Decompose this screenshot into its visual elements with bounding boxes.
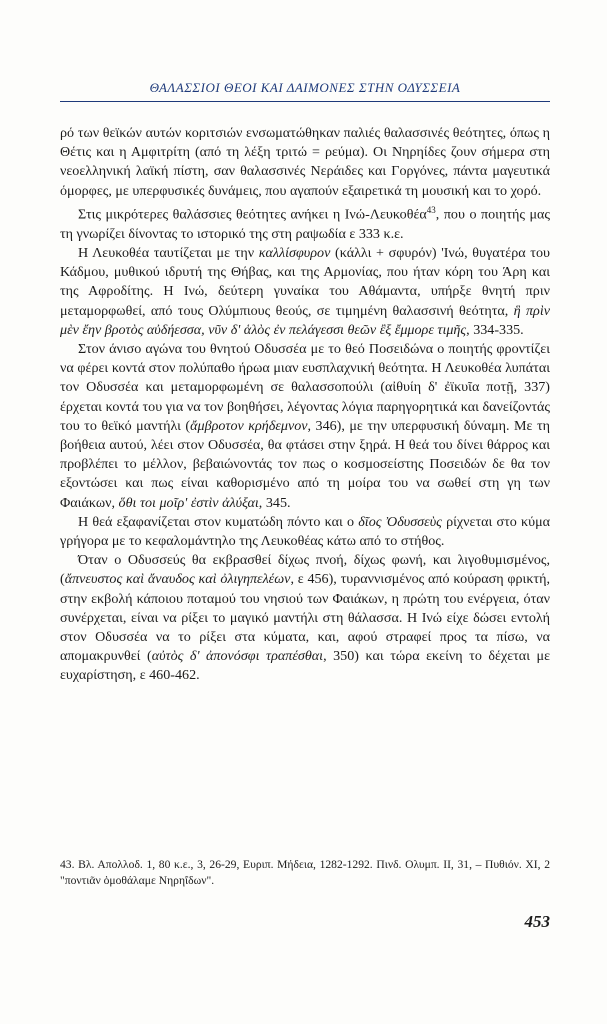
paragraph [60,244,550,340]
text-run: , ε 456), τυραννισμένος από κούραση φρικτή, στην εκβολή κάποιου ποταμού του νησιού των Φαιάκων, η πρώτη του ενέργεια, όταν συνέρχεται, είναι να ρίξει το μαγικό μαντήλι στη θάλασσα. Η Ινώ είχε δώσει εντολή στον Οδυσσέα να το ρίξει στα κύματα, και, αφού στραφεί προς τα πίσω, να απομακρυνθεί ( [60,571,550,665]
paragraph [60,124,550,201]
text-run: Στις μικρότερες θαλάσσιες θεότητες ανήκει η Ινώ-Λευκοθέα [78,206,427,223]
text-run: (κάλλι + σφυρόν) 'Ινώ, θυγατέρα του Κάδμου, μυθικού ιδρυτή της Θήβας, και της Αρμονίας, που ήταν κόρη του Άρη και της Αφροδίτης. Η Ινώ, δεύτερη γυναίκα του Αθάμαντα, υπήρξε θνητή πριν μεταμορφωθεί, από τους Ολύμπιους θεούς, σε τιμημένη θαλασσινή θεότητα, [60,244,550,319]
body-text [60,124,550,686]
header-rule [60,101,550,102]
text-run: Όταν ο Οδυσσεύς θα εκβρασθεί δίχως πνοή, δίχως φωνή, και λιγοθυμισμένος, ( [60,552,550,588]
paragraph [60,513,550,551]
italic-quote: ὅθι τοι μοῖρ' ἐστὶν ἀλύξαι [118,494,259,511]
text-run: Στον άνισο αγώνα του θνητού Οδυσσέα με το θεό Ποσειδώνα ο ποιητής φροντίζει να φέρει κοντά στον πολύπαθο ήρωα μιαν ευσπλαχνική θεότητα. Η Λευκοθέα λυπάται τον Οδυσσέα και μεταμορφωμένη σε θαλασσοπούλι (αἰθυίη δ' ἐϊκυῖα ποτῇ, 337) έρχεται κοντά του για να τον βοηθήσει, λέγοντας λόγια παρηγορητικά και δανείζοντάς του το θεϊκό μαντήλι ( [60,340,550,434]
text-run: ρό των θεϊκών αυτών κοριτσιών ενσωματώθηκαν παλιές θαλασσινές θεότητες, όπως η Θέτις και η Αμφιτρίτη (από τη λέξη τριτώ = ρεύμα). Οι Νηρηίδες ζουν σήμερα στη νεοελληνική λαϊκή πίστη, σαν θαλασσινές Νεράιδες και Γοργόνες, πάντα μαγευτικά όμορφες, με υπερφυσικές δυνάμεις, που αγαπούν εξαιρετικά τη μουσική και το χορό. [60,125,550,199]
italic-quote: καλλίσφυρον [258,244,331,261]
italic-quote: δῖος Ὀδυσσεὺς [358,513,442,530]
footnote: 43. Βλ. Απολλοδ. 1, 80 κ.ε., 3, 26-29, Ευριπ. Μήδεια, 1282-1292. Πινδ. Ολυμπ. ΙΙ, 31, – Πυθιόν. ΧΙ, 2 "ποντιᾶν ὁμοθάλαμε Νηρηΐδων". [60,858,550,887]
footnote-marker: 43 [426,204,436,215]
text-run: Η Λευκοθέα ταυτίζεται με την [78,244,259,261]
paragraph [60,340,550,513]
text-run: , 346), με την υπερφυσική δύναμη. Με τη βοήθεια αυτού, λέει στον Οδυσσέα, θα φτάσει στην ξηρά. Η θεά του δίνει θάρρος και προβλέπει το μέλλον, βεβαιώνοντάς τον πως ο κοσμοσείστης Ποσειδών δε θα τον εξοντώσει και πως είναι καθορισμένο από τη μοίρα του να σωθεί στη γη των Φαιάκων, [60,417,550,511]
running-head: ΘΑΛΑΣΣΙΟΙ ΘΕΟΙ ΚΑΙ ΔΑΙΜΟΝΕΣ ΣΤΗΝ ΟΔΥΣΣΕΙΑ [149,80,461,95]
text-run: ρίχνεται στο κύμα γρήγορα με το κεφαλομάντηλο της Λευκοθέας κάτω από το στήθος. [60,513,551,549]
italic-quote: ἣ πρὶν μὲν ἔην βροτὸς αὐδήεσσα, νῦν δ' ἁλὸς ἐν πελάγεσσι θεῶν ἒξ ἔμμορε τιμῆς [60,302,550,338]
paragraph [60,551,550,685]
text-run: , 334-335. [466,321,524,338]
italic-quote: ἄπνευστος καὶ ἄναυδος καὶ ὀλιγηπελέων [64,571,291,588]
text-run: , που ο ποιητής μας τη γνωρίζει δίνοντας το ιστορικό της στη ραψωδία ε 333 κ.ε. [60,206,550,242]
italic-quote: αὐτὸς δ' ἀπονόσφι τραπέσθαι [151,648,324,665]
paragraph [60,201,550,244]
italic-quote: ἄμβροτον κρήδεμνον [190,417,308,434]
page-number: 453 [524,912,550,931]
text-run: , 345. [258,494,291,511]
text-run: Η θεά εξαφανίζεται στον κυματώδη πόντο και ο [78,513,359,530]
text-run: , 350) και τώρα εκείνη το δέχεται με ευχαρίστηση, ε 460-462. [60,648,551,684]
